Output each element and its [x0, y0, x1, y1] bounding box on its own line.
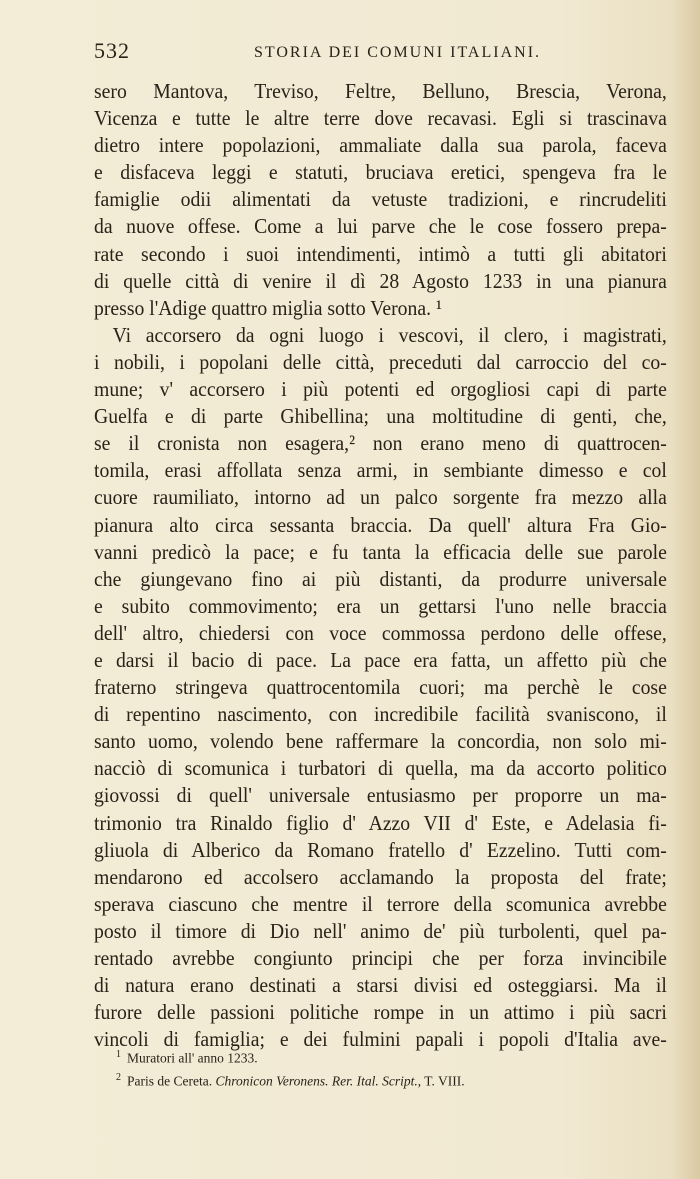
text-line: Vicenza e tutte le altre terre dove recavasi. Egli si trascinava: [94, 106, 667, 131]
text-line: tomila, erasi affollata senza armi, in sembiante dimesso e col: [94, 458, 667, 483]
text-line: fraterno stringeva quattrocentomila cuori; ma perchè le cose: [94, 675, 667, 700]
text-line: sperava ciascuno che mentre il terrore della scomunica avrebbe: [94, 891, 667, 916]
text-line: Vi accorsero da ogni luogo i vescovi, il clero, i magistrati,: [112, 322, 667, 347]
text-line: santo uomo, volendo bene raffermare la concordia, non solo mi-: [94, 729, 667, 754]
text-line: furore delle passioni politiche rompe in un attimo i più sacri: [94, 1000, 667, 1025]
text-line: e disfaceva leggi e statuti, bruciava eretici, spengeva fra le: [94, 160, 667, 185]
text-line: sero Mantova, Treviso, Feltre, Belluno, Brescia, Verona,: [94, 79, 667, 103]
footnote-mark: 1: [116, 1049, 121, 1060]
footnote-text: , T. VIII.: [417, 1073, 465, 1088]
text-line: gliuola di Alberico da Romano fratello d' Ezzelino. Tutti com-: [94, 837, 667, 862]
footnote-text: Paris de Cereta.: [127, 1073, 216, 1088]
text-line: cuore raumiliato, intorno ad un palco sorgente fra mezzo alla: [94, 485, 667, 510]
text-line: e subito commovimento; era un gettarsi l'uno nelle braccia: [94, 593, 667, 618]
footnote-source-title: Chronicon Veronens. Rer. Ital. Script.: [215, 1073, 418, 1088]
text-line: dietro intere popolazioni, ammaliate dalla sua parola, faceva: [94, 133, 667, 158]
page-number: 532: [94, 38, 130, 63]
text-line: da nuove offese. Come a lui parve che le cose fossero prepa-: [94, 214, 667, 239]
text-line: di repentino nascimento, con incredibile facilità svaniscono, il: [94, 702, 667, 727]
text-line: Guelfa e di parte Ghibellina; una moltitudine di genti, che,: [94, 404, 667, 429]
text-line: presso l'Adige quattro miglia sotto Verona. ¹: [94, 295, 442, 320]
text-line: di quelle città di venire il dì 28 Agosto 1233 in una pianura: [94, 268, 667, 293]
footnote-text: Muratori all' anno 1233.: [127, 1050, 258, 1066]
text-line: vincoli di famiglia; e dei fulmini papali i popoli d'Italia ave-: [94, 1027, 667, 1052]
text-line: rate secondo i suoi intendimenti, intimò a tutti gli abitatori: [94, 241, 667, 266]
footnote-mark: 2: [116, 1071, 121, 1083]
running-title: STORIA DEI COMUNI ITALIANI.: [253, 44, 542, 61]
text-line: i nobili, i popolani delle città, preceduti dal carroccio del co-: [94, 349, 667, 374]
text-line: mendarono ed accolsero acclamando la proposta del frate;: [94, 864, 667, 889]
text-line: famiglie odii alimentati da vetuste tradizioni, e rincrudeliti: [94, 187, 667, 212]
text-line: giovossi di quell' universale entusiasmo per proporre un ma-: [94, 783, 667, 808]
text-line: dell' altro, chiedersi con voce commossa perdono delle offese,: [94, 620, 667, 645]
text-line: mune; v' accorsero i più potenti ed orgogliosi capi di parte: [94, 377, 667, 402]
text-line: se il cronista non esagera,² non erano meno di quattrocen-: [94, 431, 667, 456]
text-line: pianura alto circa sessanta braccia. Da quell' altura Fra Gio-: [94, 512, 667, 537]
text-line: di natura erano destinati a starsi divisi ed osteggiarsi. Ma il: [94, 973, 667, 998]
footnote-1: [116, 1045, 676, 1068]
text-line: e darsi il bacio di pace. La pace era fatta, un affetto più che: [94, 647, 667, 672]
footnotes: [116, 1045, 676, 1090]
text-line: nacciò di scomunica i turbatori di quella, ma da accorto politico: [94, 756, 667, 781]
text-line: posto il timore di Dio nell' animo de' più turbolenti, quel pa-: [94, 918, 667, 943]
text-line: trimonio tra Rinaldo figlio d' Azzo VII d' Este, e Adelasia fi-: [94, 810, 667, 835]
text-line: rentado avrebbe congiunto principi che per forza invincibile: [94, 946, 667, 970]
body-text: [94, 78, 667, 1053]
page-header: [94, 38, 667, 68]
text-line: che giungevano fino ai più distanti, da produrre universale: [94, 566, 667, 591]
footnote-2: [116, 1068, 676, 1091]
text-line: vanni predicò la pace; e fu tanta la efficacia delle sue parole: [94, 539, 667, 564]
